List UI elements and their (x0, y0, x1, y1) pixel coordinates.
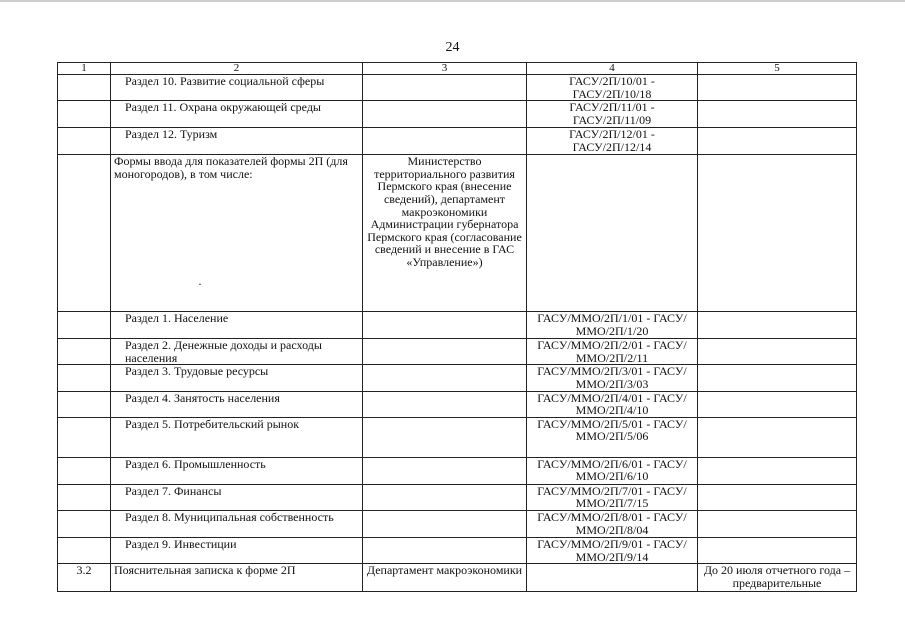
deadline-cell (698, 75, 857, 101)
column-number: 2 (111, 63, 363, 75)
table-row (58, 339, 857, 365)
section-name-cell: Пояснительная записка к форме 2П (111, 564, 363, 592)
form-code-cell (527, 564, 698, 592)
section-name-cell: Раздел 10. Развитие социальной сферы (111, 75, 363, 101)
row-number-cell (58, 457, 111, 484)
deadline-cell (698, 510, 857, 537)
form-code-cell: ГАСУ/ММО/2П/6/01 - ГАСУ/ММО/2П/6/10 (527, 457, 698, 484)
deadline-cell (698, 339, 857, 365)
form-code-cell: ГАСУ/ММО/2П/8/01 - ГАСУ/ММО/2П/8/04 (527, 510, 698, 537)
table-row (58, 101, 857, 128)
responsible-cell (363, 312, 527, 339)
section-name-cell: Раздел 6. Промышленность (111, 457, 363, 484)
deadline-cell (698, 155, 857, 312)
row-number-cell (58, 510, 111, 537)
deadline-cell (698, 484, 857, 510)
responsible-cell (363, 339, 527, 365)
schedule-table (57, 62, 857, 592)
section-name-cell: Раздел 8. Муниципальная собственность (111, 510, 363, 537)
form-code-cell: ГАСУ/2П/10/01 - ГАСУ/2П/10/18 (527, 75, 698, 101)
deadline-cell (698, 128, 857, 155)
row-number-cell (58, 365, 111, 391)
page-number: 24 (445, 40, 460, 55)
section-name-cell: Раздел 12. Туризм (111, 128, 363, 155)
scan-dot-mark: · (198, 277, 202, 292)
column-number: 3 (363, 63, 527, 75)
responsible-cell (363, 457, 527, 484)
section-name-cell: Раздел 9. Инвестиции (111, 537, 363, 563)
scan-edge (0, 0, 905, 2)
row-number-cell (58, 128, 111, 155)
column-number: 1 (58, 63, 111, 75)
deadline-cell (698, 537, 857, 563)
section-name-cell: Раздел 1. Население (111, 312, 363, 339)
deadline-cell (698, 365, 857, 391)
form-code-cell: ГАСУ/ММО/2П/1/01 - ГАСУ/ММО/2П/1/20 (527, 312, 698, 339)
row-number-cell (58, 484, 111, 510)
table-row (58, 312, 857, 339)
responsible-cell (363, 75, 527, 101)
responsible-cell (363, 510, 527, 537)
deadline-cell (698, 391, 857, 417)
row-number-cell (58, 417, 111, 457)
form-code-cell: ГАСУ/ММО/2П/5/01 - ГАСУ/ММО/2П/5/06 (527, 417, 698, 457)
row-number-cell (58, 155, 111, 312)
responsible-cell (363, 484, 527, 510)
deadline-cell (698, 101, 857, 128)
row-number-cell (58, 339, 111, 365)
section-name-cell (111, 155, 363, 312)
row-number-cell (58, 75, 111, 101)
table-row (58, 457, 857, 484)
section-name-cell: Раздел 5. Потребительский рынок (111, 417, 363, 457)
form-code-cell: ГАСУ/ММО/2П/7/01 - ГАСУ/ММО/2П/7/15 (527, 484, 698, 510)
responsible-cell (363, 365, 527, 391)
responsible-cell (363, 537, 527, 563)
form-code-cell: ГАСУ/2П/11/01 - ГАСУ/2П/11/09 (527, 101, 698, 128)
row-number-cell (58, 312, 111, 339)
form-code-cell (527, 155, 698, 312)
row-number-cell (58, 537, 111, 563)
row-number-cell: 3.2 (58, 564, 111, 592)
deadline-cell (698, 457, 857, 484)
section-name-cell: Раздел 7. Финансы (111, 484, 363, 510)
form-code-cell: ГАСУ/ММО/2П/2/01 - ГАСУ/ММО/2П/2/11 (527, 339, 698, 365)
table-row (58, 75, 857, 101)
section-name-cell: Раздел 2. Денежные доходы и расходы населения (111, 339, 363, 365)
table-row (58, 510, 857, 537)
column-number-row (58, 63, 857, 75)
table-row (58, 564, 857, 592)
column-number: 5 (698, 63, 857, 75)
responsible-cell (363, 101, 527, 128)
form-code-cell: ГАСУ/ММО/2П/9/01 - ГАСУ/ММО/2П/9/14 (527, 537, 698, 563)
table-row (58, 155, 857, 312)
form-code-cell: ГАСУ/ММО/2П/4/01 - ГАСУ/ММО/2П/4/10 (527, 391, 698, 417)
deadline-cell (698, 312, 857, 339)
responsible-cell: Министерство территориального развития Пермского края (внесение сведений), департамент макроэкономики Администрации губернатора Пермского края (согласование сведений и внесение в ГАС «Управление») (363, 155, 527, 312)
row-number-cell (58, 391, 111, 417)
form-code-cell: ГАСУ/2П/12/01 - ГАСУ/2П/12/14 (527, 128, 698, 155)
section-name-cell: Раздел 3. Трудовые ресурсы (111, 365, 363, 391)
section-name-cell: Раздел 11. Охрана окружающей среды (111, 101, 363, 128)
table-row (58, 391, 857, 417)
form-code-cell: ГАСУ/ММО/2П/3/01 - ГАСУ/ММО/2П/3/03 (527, 365, 698, 391)
table-row (58, 417, 857, 457)
column-number: 4 (527, 63, 698, 75)
responsible-cell (363, 128, 527, 155)
table-row (58, 365, 857, 391)
section-name-cell: Раздел 4. Занятость населения (111, 391, 363, 417)
responsible-cell (363, 391, 527, 417)
table-row (58, 484, 857, 510)
form-group-title: Формы ввода для показателей формы 2П (для моногородов), в том числе: (114, 154, 348, 181)
row-number-cell (58, 101, 111, 128)
deadline-cell: До 20 июля отчетного года – предварительные (698, 564, 857, 592)
deadline-cell (698, 417, 857, 457)
table-row (58, 128, 857, 155)
responsible-cell (363, 417, 527, 457)
responsible-cell: Департамент макроэкономики (363, 564, 527, 592)
table-row (58, 537, 857, 563)
